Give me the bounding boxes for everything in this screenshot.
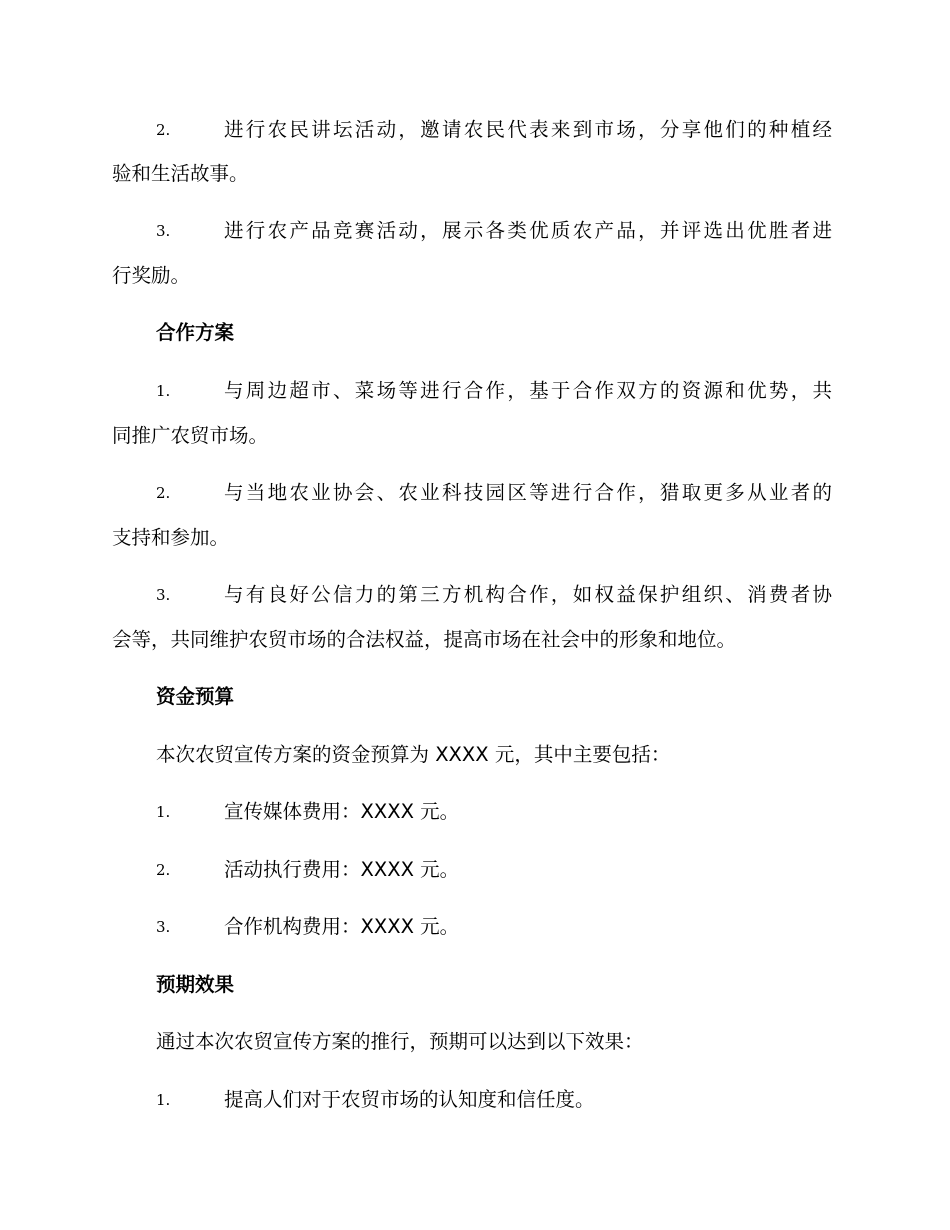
list-number: 2. [156,121,171,139]
list-number: 1. [156,803,171,821]
section-heading-budget: 资金预算 [156,685,235,708]
budget-intro: 本次农贸宣传方案的资金预算为 XXXX 元，其中主要包括： [156,743,671,766]
budget-item: 活动执行费用：XXXX 元。 [224,858,460,881]
list-number: 1. [156,1091,171,1109]
list-number: 3. [156,586,171,604]
list-item-text: 与周边超市、菜场等进行合作，基于合作双方的资源和优势，共 [224,379,832,402]
section-heading-effects: 预期效果 [156,973,235,996]
list-item-text-continued: 验和生活故事。 [112,162,249,185]
budget-item: 宣传媒体费用：XXXX 元。 [224,800,460,823]
list-number: 2. [156,861,171,879]
list-item-text: 进行农产品竞赛活动，展示各类优质农产品，并评选出优胜者进 [224,219,832,242]
effects-item: 提高人们对于农贸市场的认知度和信任度。 [224,1088,595,1111]
list-item-text-continued: 同推广农贸市场。 [112,424,269,447]
section-heading-cooperation: 合作方案 [156,321,235,344]
list-item-text-continued: 行奖励。 [112,264,191,287]
list-item-text: 进行农民讲坛活动，邀请农民代表来到市场，分享他们的种植经 [224,118,832,141]
list-number: 1. [156,382,171,400]
list-number: 3. [156,918,171,936]
list-item-text-continued: 支持和参加。 [112,526,230,549]
list-number: 3. [156,222,171,240]
list-number: 2. [156,484,171,502]
list-item-text-continued: 会等，共同维护农贸市场的合法权益，提高市场在社会中的形象和地位。 [112,628,737,651]
list-item-text: 与有良好公信力的第三方机构合作，如权益保护组织、消费者协 [224,583,832,606]
effects-intro: 通过本次农贸宣传方案的推行，预期可以达到以下效果： [156,1030,644,1053]
budget-item: 合作机构费用：XXXX 元。 [224,915,460,938]
list-item-text: 与当地农业协会、农业科技园区等进行合作，猎取更多从业者的 [224,481,832,504]
